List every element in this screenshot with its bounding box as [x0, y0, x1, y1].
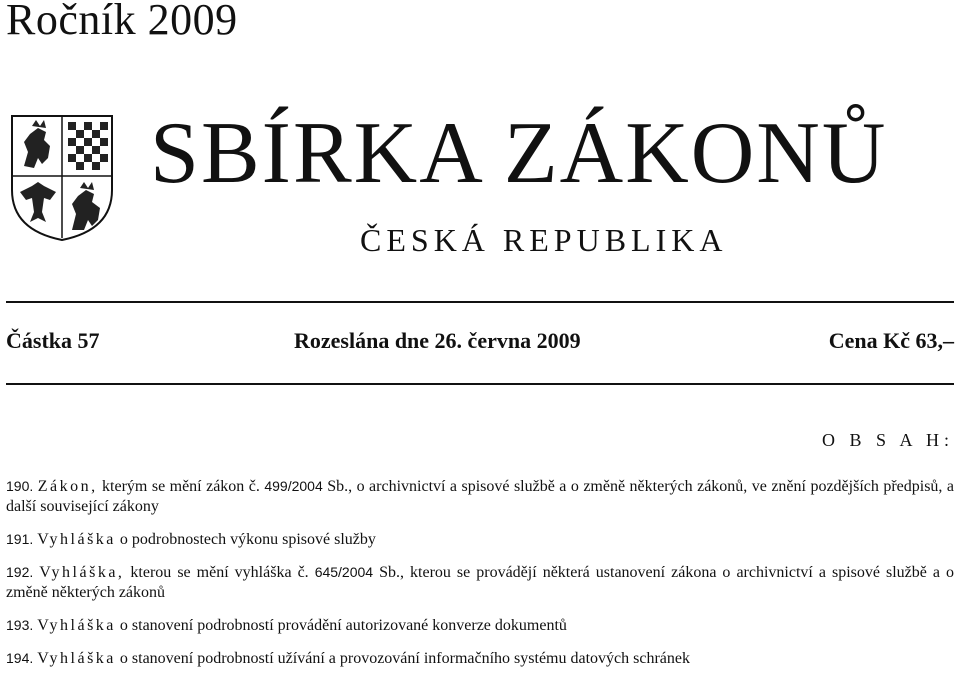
page-title: SBÍRKA ZÁKONŮ [150, 105, 888, 202]
item-text: o podrobnostech výkonu spisové služby [115, 531, 376, 548]
item-type: Vyhláška [37, 617, 116, 634]
divider-top [6, 301, 954, 303]
issue-number: Částka 57 [6, 328, 100, 353]
item-number: 192. [6, 564, 34, 580]
divider-bottom [6, 383, 954, 385]
item-type: Vyhláška, [39, 564, 125, 581]
item-text: 499/2004 [264, 478, 323, 494]
price: Cena Kč 63,– [828, 328, 954, 353]
item-type: Zákon, [37, 478, 98, 495]
list-item [6, 562, 954, 603]
page-subtitle: ČESKÁ REPUBLIKA [360, 222, 728, 258]
contents-list [6, 476, 954, 681]
item-number: 193. [6, 617, 34, 633]
item-text: 645/2004 [314, 564, 374, 580]
item-number: 191. [6, 531, 34, 547]
item-text: o stanovení podrobností provádění autorizované konverze dokumentů [115, 617, 567, 634]
item-text: Sb., kterou se provádějí některá ustanovení zákona o archivnictví a spisové službě a o změně některých zákonů [6, 564, 955, 601]
year-title: Ročník 2009 [6, 0, 238, 44]
item-type: Vyhláška [37, 650, 116, 667]
list-item [6, 476, 954, 517]
list-item [6, 615, 954, 636]
list-item [6, 648, 954, 669]
item-number: 190. [6, 478, 34, 494]
list-item [6, 529, 954, 550]
item-text: kterým se mění zákon č. [97, 478, 265, 495]
item-text: Sb., o archivnictví a spisové službě a o změně některých zákonů, ve znění pozdějších předpisů, a další související zákony [6, 478, 955, 515]
czech-coat-of-arms-icon [8, 112, 116, 244]
item-text: o stanovení podrobností užívání a provozování informačního systému datových schránek [115, 650, 690, 667]
item-type: Vyhláška [37, 531, 116, 548]
item-number: 194. [6, 650, 34, 666]
item-text: kterou se mění vyhláška č. [124, 564, 315, 581]
distribution-date: Rozeslána dne 26. června 2009 [294, 328, 581, 353]
contents-heading: O B S A H: [821, 430, 954, 450]
